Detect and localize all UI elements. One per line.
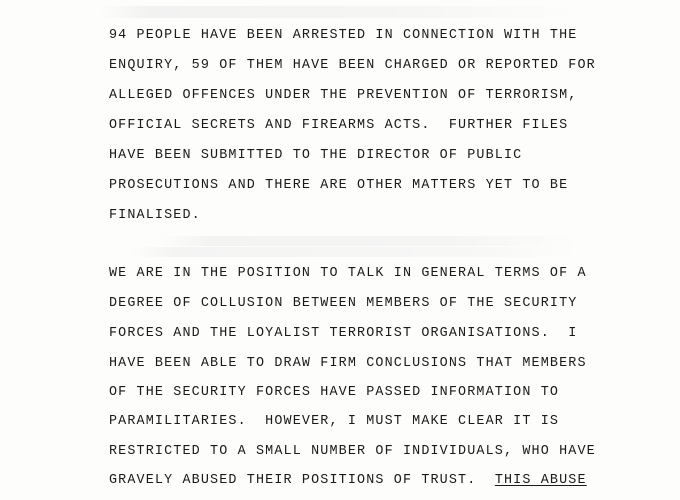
paragraph-2-line-1: WE ARE IN THE POSITION TO TALK IN GENERAL TERMS OF A (109, 266, 587, 281)
paragraph-1-line-1: 94 PEOPLE HAVE BEEN ARRESTED IN CONNECTION WITH THE (109, 28, 578, 43)
paragraph-1-line-7: FINALISED. (109, 208, 201, 223)
paragraph-2-line-8-text: GRAVELY ABUSED THEIR POSITIONS OF TRUST. (109, 473, 495, 488)
underlined-emphasis: THIS ABUSE (494, 473, 587, 488)
paragraph-2-line-7: RESTRICTED TO A SMALL NUMBER OF INDIVIDUALS, WHO HAVE (109, 444, 596, 459)
paragraph-2-line-3: FORCES AND THE LOYALIST TERRORIST ORGANISATIONS. I (109, 326, 578, 341)
paragraph-1-line-4: OFFICIAL SECRETS AND FIREARMS ACTS. FURTHER FILES (109, 118, 569, 133)
paragraph-1-line-3: ALLEGED OFFENCES UNDER THE PREVENTION OF TERRORISM, (109, 88, 578, 103)
paragraph-2-line-6: PARAMILITARIES. HOWEVER, I MUST MAKE CLEAR IT IS (109, 414, 560, 429)
paragraph-1-line-6: PROSECUTIONS AND THERE ARE OTHER MATTERS YET TO BE (109, 178, 569, 193)
paragraph-1-line-5: HAVE BEEN SUBMITTED TO THE DIRECTOR OF PUBLIC (109, 148, 523, 163)
paragraph-2-line-8 (109, 473, 587, 489)
paragraph-2-line-4: HAVE BEEN ABLE TO DRAW FIRM CONCLUSIONS THAT MEMBERS (109, 356, 587, 371)
paragraph-2-line-2: DEGREE OF COLLUSION BETWEEN MEMBERS OF THE SECURITY (109, 296, 578, 311)
paragraph-2-line-5: OF THE SECURITY FORCES HAVE PASSED INFORMATION TO (109, 385, 560, 400)
paragraph-1-line-2: ENQUIRY, 59 OF THEM HAVE BEEN CHARGED OR REPORTED FOR (109, 58, 596, 73)
